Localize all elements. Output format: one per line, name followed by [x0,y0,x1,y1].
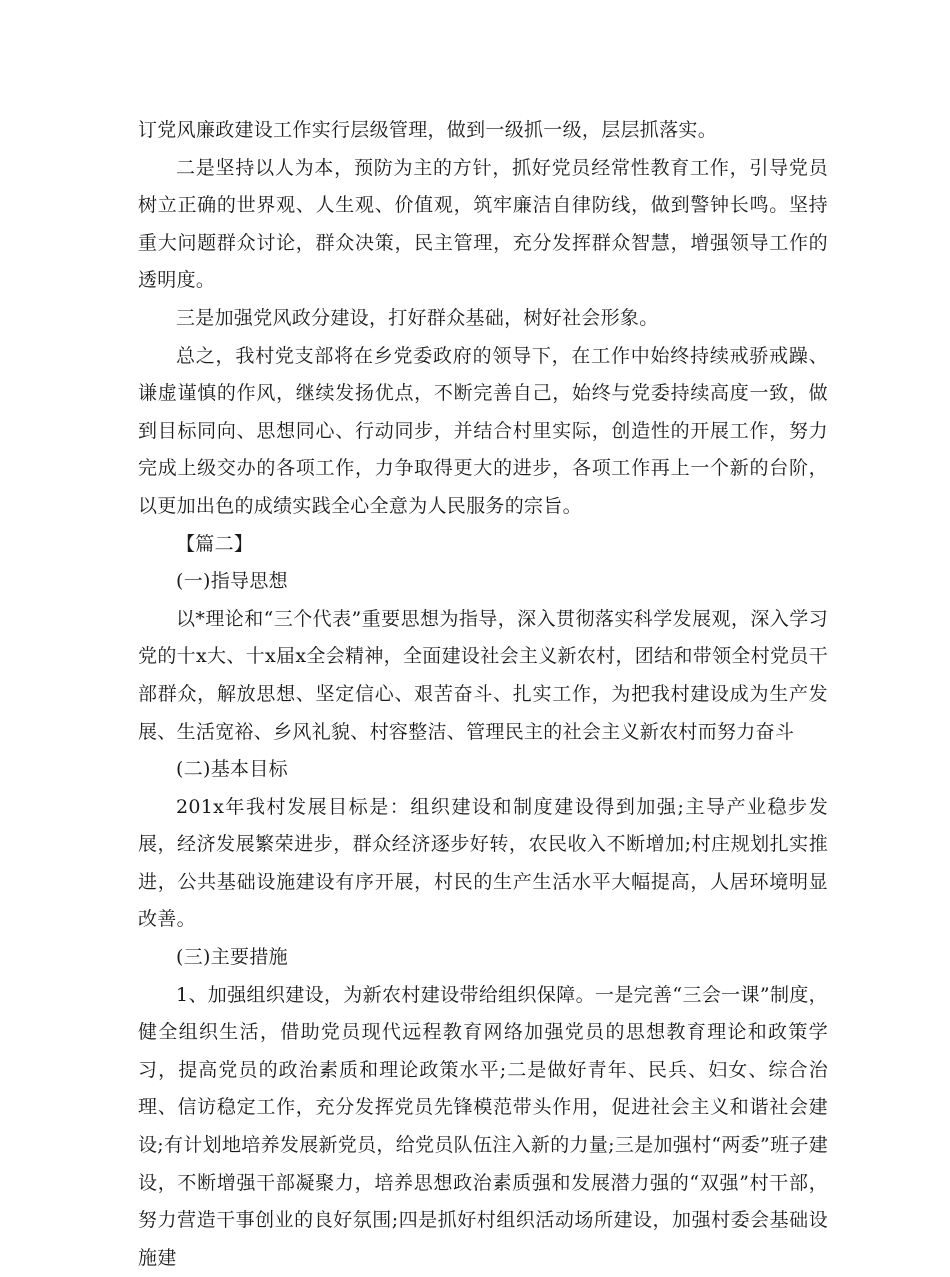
paragraph-basic-goals: 201x年我村发展目标是：组织建设和制度建设得到加强;主导产业稳步发展，经济发展繁荣进步，群众经济逐步好转，农民收入不断增加;村庄规划扎实推进，公共基础设施建设有序开展，村民的生产生活水平大幅提高，人居环境明显改善。 [138,795,828,931]
heading-basic-goals: (二)基本目标 [176,758,288,781]
paragraph-conclusion: 总之，我村党支部将在乡党委政府的领导下，在工作中始终持续戒骄戒躁、谦虚谨慎的作风，继续发扬优点，不断完善自己，始终与党委持续高度一致，做到目标同向、思想同心、行动同步，并结合村里实际，创造性的开展工作，努力完成上级交办的各项工作，力争取得更大的进步，各项工作再上一个新的台阶，以更加出色的成绩实践全心全意为人民服务的宗旨。 [138,344,828,517]
paragraph-point-three: 三是加强党风政分建设，打好群众基础，树好社会形象。 [176,306,659,329]
paragraph-main-measures: 1、加强组织建设，为新农村建设带给组织保障。一是完善“三会一课”制度，健全组织生活，借助党员现代远程教育网络加强党员的思想教育理论和政策学习，提高党员的政治素质和理论政策水平;二是做好青年、民兵、妇女、综合治理、信访稳定工作，充分发挥党员先锋模范带头作用，促进社会主义和谐社会建设;有计划地培养发展新党员，给党员队伍注入新的力量;三是加强村“两委”班子建设，不断增强干部凝聚力，培养思想政治素质强和发展潜力强的“双强”村干部，努力营造干事创业的良好氛围;四是抓好村组织活动场所建设，加强村委会基础设施建 [138,983,828,1269]
paragraph-continuation: 订党风廉政建设工作实行层级管理，做到一级抓一级，层层抓落实。 [138,119,718,141]
section-title-part-two: 【篇二】 [176,532,254,555]
heading-guiding-thought: (一)指导思想 [176,570,288,593]
paragraph-point-two: 二是坚持以人为本，预防为主的方针，抓好党员经常性教育工作，引导党员树立正确的世界观、人生观、价值观，筑牢廉洁自律防线，做到警钟长鸣。坚持重大问题群众讨论，群众决策，民主管理，充分发挥群众智慧，增强领导工作的透明度。 [138,156,828,292]
heading-main-measures: (三)主要措施 [176,946,288,969]
document-body [138,112,828,1277]
paragraph-guiding-thought: 以*理论和“三个代表”重要思想为指导，深入贯彻落实科学发展观，深入学习党的十x大、十x届x全会精神，全面建设社会主义新农村，团结和带领全村党员干部群众，解放思想、坚定信心、艰苦奋斗、扎实工作，为把我村建设成为生产发展、生活宽裕、乡风礼貌、村容整洁、管理民主的社会主义新农村而努力奋斗 [138,607,828,743]
